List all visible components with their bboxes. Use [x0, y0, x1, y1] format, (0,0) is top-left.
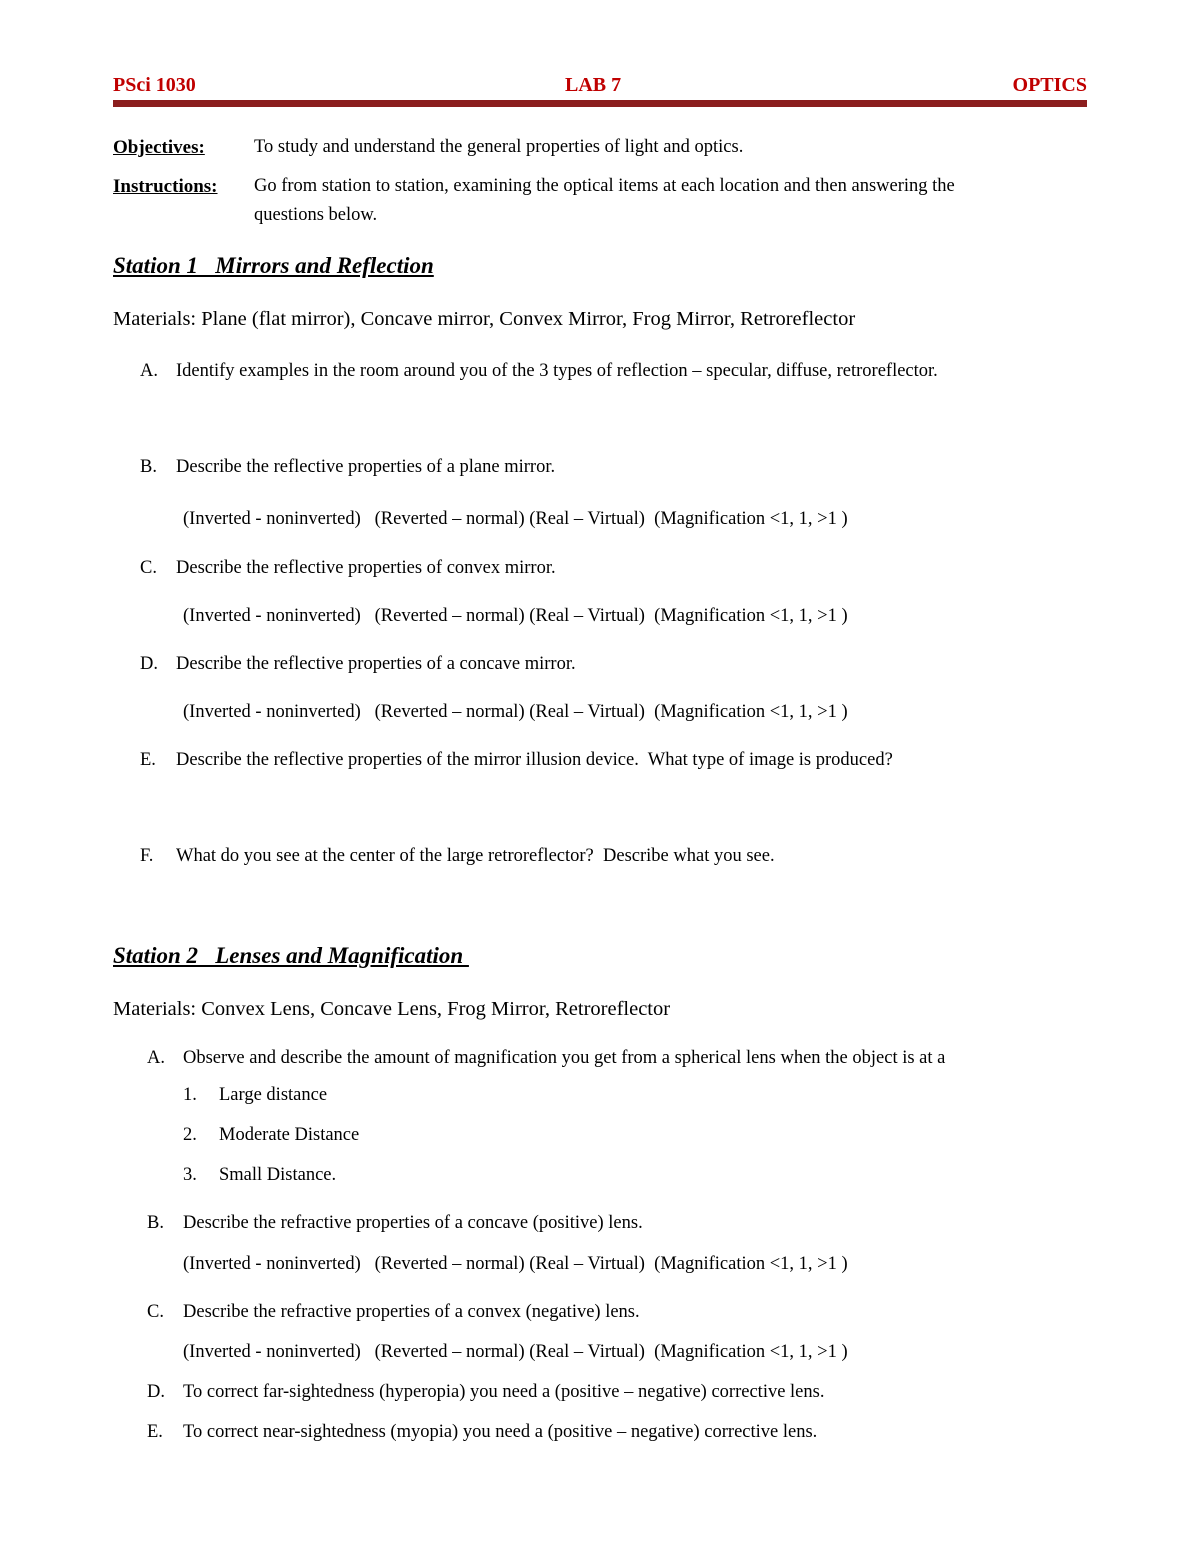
station2-item-letter: E. [147, 1422, 163, 1442]
objectives-text: To study and understand the general properties of light and optics. [254, 137, 744, 157]
sublist-text: Moderate Distance [219, 1125, 360, 1145]
station1-item-letter: A. [140, 361, 158, 381]
station1-item-options: (Inverted - noninverted) (Reverted – normal) (Real – Virtual) (Magnification <1, 1, >1 ) [183, 606, 848, 626]
sublist-number: 3. [183, 1165, 197, 1185]
header-course: PSci 1030 [113, 74, 196, 96]
station2-item-letter: A. [147, 1048, 165, 1068]
header-topic: OPTICS [1012, 74, 1087, 96]
station1-item-text: Describe the reflective properties of the mirror illusion device. What type of image is produced? [176, 750, 893, 770]
station1-item-letter: C. [140, 558, 157, 578]
station1-item-letter: D. [140, 654, 158, 674]
station2-item-options: (Inverted - noninverted) (Reverted – normal) (Real – Virtual) (Magnification <1, 1, >1 ) [183, 1254, 848, 1274]
station1-item-options: (Inverted - noninverted) (Reverted – normal) (Real – Virtual) (Magnification <1, 1, >1 ) [183, 509, 848, 529]
station1-title: Station 1 Mirrors and Reflection [113, 253, 434, 278]
station2-item-text: To correct near-sightedness (myopia) you need a (positive – negative) corrective lens. [183, 1422, 818, 1442]
sublist-number: 2. [183, 1125, 197, 1145]
station1-materials: Materials: Plane (flat mirror), Concave mirror, Convex Mirror, Frog Mirror, Retroreflector [113, 308, 856, 330]
objectives-label: Objectives: [113, 137, 205, 158]
station2-item-text: Describe the refractive properties of a convex (negative) lens. [183, 1302, 640, 1322]
station2-item-letter: B. [147, 1213, 164, 1233]
station1-item-text: Describe the reflective properties of convex mirror. [176, 558, 556, 578]
station2-item-text: To correct far-sightedness (hyperopia) you need a (positive – negative) corrective lens. [183, 1382, 825, 1402]
sublist-number: 1. [183, 1085, 197, 1105]
station2-title: Station 2 Lenses and Magnification [113, 943, 469, 968]
station1-item-text: Describe the reflective properties of a plane mirror. [176, 457, 556, 477]
instructions-label: Instructions: [113, 176, 218, 197]
station1-item-text: What do you see at the center of the large retroreflector? Describe what you see. [176, 846, 775, 866]
instructions-text-line1: Go from station to station, examining the optical items at each location and then answering the [254, 176, 955, 196]
station2-item-options: (Inverted - noninverted) (Reverted – normal) (Real – Virtual) (Magnification <1, 1, >1 ) [183, 1342, 848, 1362]
station1-item-letter: F. [140, 846, 154, 866]
sublist-text: Large distance [219, 1085, 328, 1105]
instructions-text-line2: questions below. [254, 205, 378, 225]
station2-item-letter: D. [147, 1382, 165, 1402]
header-rule [113, 100, 1087, 107]
station1-item-text: Identify examples in the room around you of the 3 types of reflection – specular, diffuse, retroreflector. [176, 361, 938, 381]
station1-item-letter: E. [140, 750, 156, 770]
station1-item-text: Describe the reflective properties of a concave mirror. [176, 654, 576, 674]
header-lab: LAB 7 [565, 74, 622, 96]
station2-item-letter: C. [147, 1302, 164, 1322]
station2-item-text: Describe the refractive properties of a concave (positive) lens. [183, 1213, 643, 1233]
sublist-text: Small Distance. [219, 1165, 337, 1185]
station1-item-options: (Inverted - noninverted) (Reverted – normal) (Real – Virtual) (Magnification <1, 1, >1 ) [183, 702, 848, 722]
station2-materials: Materials: Convex Lens, Concave Lens, Frog Mirror, Retroreflector [113, 998, 671, 1020]
station2-item-text: Observe and describe the amount of magnification you get from a spherical lens when the object is at a [183, 1048, 946, 1068]
station1-item-letter: B. [140, 457, 157, 477]
